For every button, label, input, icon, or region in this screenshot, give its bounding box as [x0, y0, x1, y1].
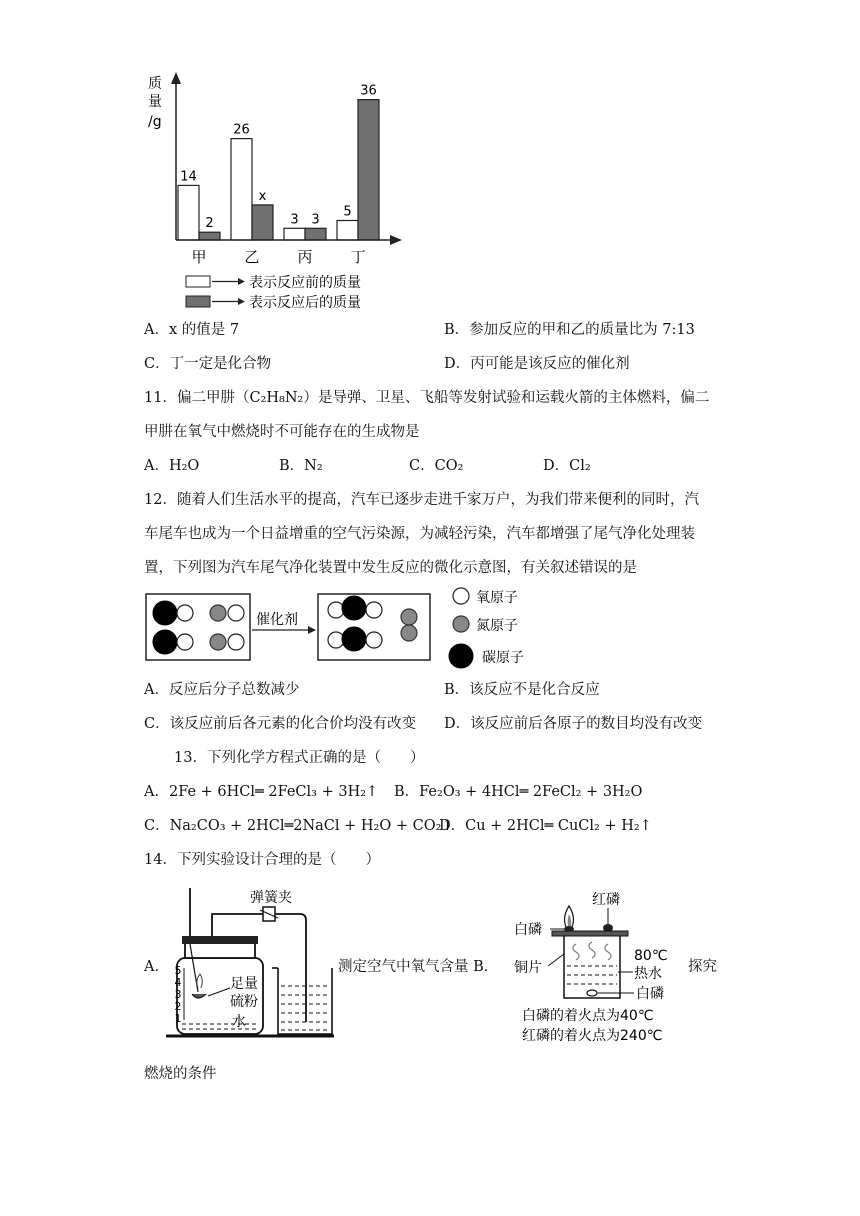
q11-option-a: A．H₂O [144, 458, 200, 474]
q14-continuation: 燃烧的条件 [144, 1066, 217, 1082]
x-axis-arrow [390, 235, 402, 245]
submerged-white-phosphorus-label: 白磷 [636, 986, 664, 1002]
chart-marks [178, 84, 379, 266]
legend-nitrogen-symbol [453, 616, 469, 632]
nitrogen-atom [401, 609, 417, 625]
beaker [278, 968, 332, 1034]
bar-before [284, 228, 305, 240]
category-label: 丁 [350, 248, 366, 266]
copper-label: 铜片 [514, 960, 542, 976]
sulfur-label-line-2: 硫粉 [230, 994, 258, 1010]
submerged-white-phosphorus [587, 990, 597, 996]
steam-icon [605, 944, 611, 960]
nitrogen-atom [210, 634, 226, 650]
carbon-atom [342, 596, 366, 620]
q10-option-a: A．x 的值是 7 [144, 322, 240, 338]
legend-arrowhead-before [238, 278, 245, 285]
oxygen-atom [177, 605, 193, 621]
legend-arrowhead-after [238, 298, 245, 305]
bar-after [305, 228, 326, 240]
combustion-conditions-apparatus [512, 884, 688, 1044]
data-label-before: 26 [233, 122, 250, 138]
q11-stem-line-2: 甲肼在氧气中燃烧时不可能存在的生成物是 [144, 424, 420, 440]
mass-bar-chart [140, 60, 410, 315]
category-label: 乙 [244, 248, 260, 266]
white-phosphorus-ignition-note: 白磷的着火点为40℃ [522, 1008, 654, 1024]
q13-option-a: A．2Fe + 6HCl═ 2FeCl₃ + 3H₂↑ [144, 784, 379, 800]
legend-carbon-label: 碳原子 [482, 650, 524, 666]
oxygen-atom [366, 632, 382, 648]
q11-option-b: B．N₂ [279, 458, 323, 474]
q10-option-d: D．丙可能是该反应的催化剂 [444, 356, 630, 372]
steam-icon [589, 942, 595, 958]
nitrogen-atom [210, 605, 226, 621]
legend-oxygen-label: 氧原子 [476, 590, 518, 606]
oxygen-atom [228, 634, 244, 650]
q12-option-d: D．该反应前后各原子的数目均没有改变 [444, 716, 703, 732]
q13-option-d: D．Cu + 2HCl═ CuCl₂ + H₂↑ [439, 818, 652, 834]
bar-after [199, 232, 220, 240]
nitrogen-atom [401, 625, 417, 641]
legend-label-after: 表示反应后的质量 [249, 295, 361, 311]
data-label-before: 14 [180, 169, 197, 185]
delivery-tube [288, 914, 306, 1022]
scale-mark: 4 [174, 976, 182, 989]
q12-option-b: B．该反应不是化合反应 [444, 682, 600, 698]
bar-after [358, 100, 379, 240]
q11-stem-line-1: 11．偏二甲肼（C₂H₈N₂）是导弹、卫星、飞船等发射试验和运载火箭的主体燃料，偏二 [144, 390, 710, 406]
q10-option-c: C．丁一定是化合物 [144, 356, 272, 372]
q13-stem: 13．下列化学方程式正确的是（ ） [174, 750, 425, 766]
scale-mark: 2 [174, 1000, 182, 1013]
q12-option-c: C．该反应前后各元素的化合价均没有改变 [144, 716, 417, 732]
q12-stem-line-1: 12．随着人们生活水平的提高，汽车已逐步走进千家万户，为我们带来便利的同时，汽 [144, 492, 699, 508]
white-phosphorus-top-label: 白磷 [514, 922, 542, 938]
bar-after [252, 205, 273, 240]
q12-option-a: A．反应后分子总数减少 [144, 682, 300, 698]
y-axis-label-line-3: /g [148, 114, 162, 130]
data-label-before: 5 [343, 204, 352, 220]
red-phosphorus-label: 红磷 [592, 892, 620, 908]
carbon-atom [153, 601, 177, 625]
category-label: 甲 [191, 248, 207, 266]
y-axis-label-line-2: 量 [148, 94, 162, 110]
catalyst-label: 催化剂 [256, 612, 298, 628]
copper-pointer [548, 954, 564, 966]
legend-label-before: 表示反应前的质量 [249, 275, 361, 291]
scale-mark: 3 [174, 988, 182, 1001]
scale-mark: 5 [174, 964, 182, 977]
data-label-after: x [258, 188, 267, 204]
data-label-after: 36 [360, 83, 377, 99]
reaction-arrowhead [308, 626, 316, 634]
data-label-after: 2 [205, 216, 214, 232]
legend-swatch-after [186, 296, 210, 307]
category-label: 丙 [297, 248, 313, 266]
y-axis-arrow [171, 72, 181, 84]
q10-option-b: B．参加反应的甲和乙的质量比为 7:13 [444, 322, 695, 338]
bar-before [337, 221, 358, 241]
temperature-label: 80℃ [634, 948, 668, 964]
legend-nitrogen-label: 氮原子 [476, 618, 518, 634]
water-beaker [564, 936, 620, 998]
hot-water-label: 热水 [634, 966, 662, 982]
oxygen-atom [328, 602, 344, 618]
carbon-atom [342, 627, 366, 651]
sulfur-label-line-1: 足量 [230, 976, 258, 992]
legend-swatch-before [186, 276, 210, 287]
q14-option-b-text: 探究 [688, 959, 717, 975]
q13-option-b: B．Fe₂O₃ + 4HCl═ 2FeCl₂ + 3H₂O [394, 784, 643, 800]
water-label: 水 [232, 1014, 246, 1030]
q12-stem-line-2: 车尾车也成为一个日益增重的空气污染源，为减轻污染，汽车都增强了尾气净化处理装 [144, 526, 695, 542]
carbon-atom [153, 630, 177, 654]
rubber-stopper [182, 936, 258, 944]
bar-before [178, 185, 199, 240]
spring-clip-label: 弹簧夹 [250, 890, 292, 906]
data-label-before: 3 [290, 212, 299, 228]
red-phosphorus-ignition-note: 红磷的着火点为240℃ [522, 1028, 663, 1044]
copper-sheet [552, 931, 628, 936]
q14-stem: 14．下列实验设计合理的是（ ） [144, 852, 380, 868]
oxygen-atom [366, 602, 382, 618]
legend-oxygen-symbol [453, 588, 469, 604]
q11-option-d: D．Cl₂ [543, 458, 591, 474]
q12-stem-line-3: 置，下列图为汽车尾气净化装置中发生反应的微化示意图，有关叙述错误的是 [144, 560, 637, 576]
q13-option-c: C．Na₂CO₃ + 2HCl═2NaCl + H₂O + CO₂↑ [144, 818, 454, 834]
data-label-after: 3 [311, 212, 320, 228]
reaction-micro-diagram [144, 586, 544, 670]
y-axis-label-line-1: 质 [148, 76, 162, 92]
legend-carbon-symbol [449, 644, 473, 668]
bar-before [231, 139, 252, 240]
jar-neck [185, 942, 255, 958]
oxygen-atom [228, 605, 244, 621]
scale-mark: 1 [174, 1012, 182, 1025]
oxygen-atom [177, 634, 193, 650]
q14-option-a-label: A． [144, 959, 169, 975]
steam-icon [573, 944, 579, 960]
q11-option-c: C．CO₂ [409, 458, 464, 474]
q14-option-a-text: 测定空气中氧气含量 B． [338, 959, 499, 975]
oxygen-content-apparatus [160, 884, 338, 1044]
